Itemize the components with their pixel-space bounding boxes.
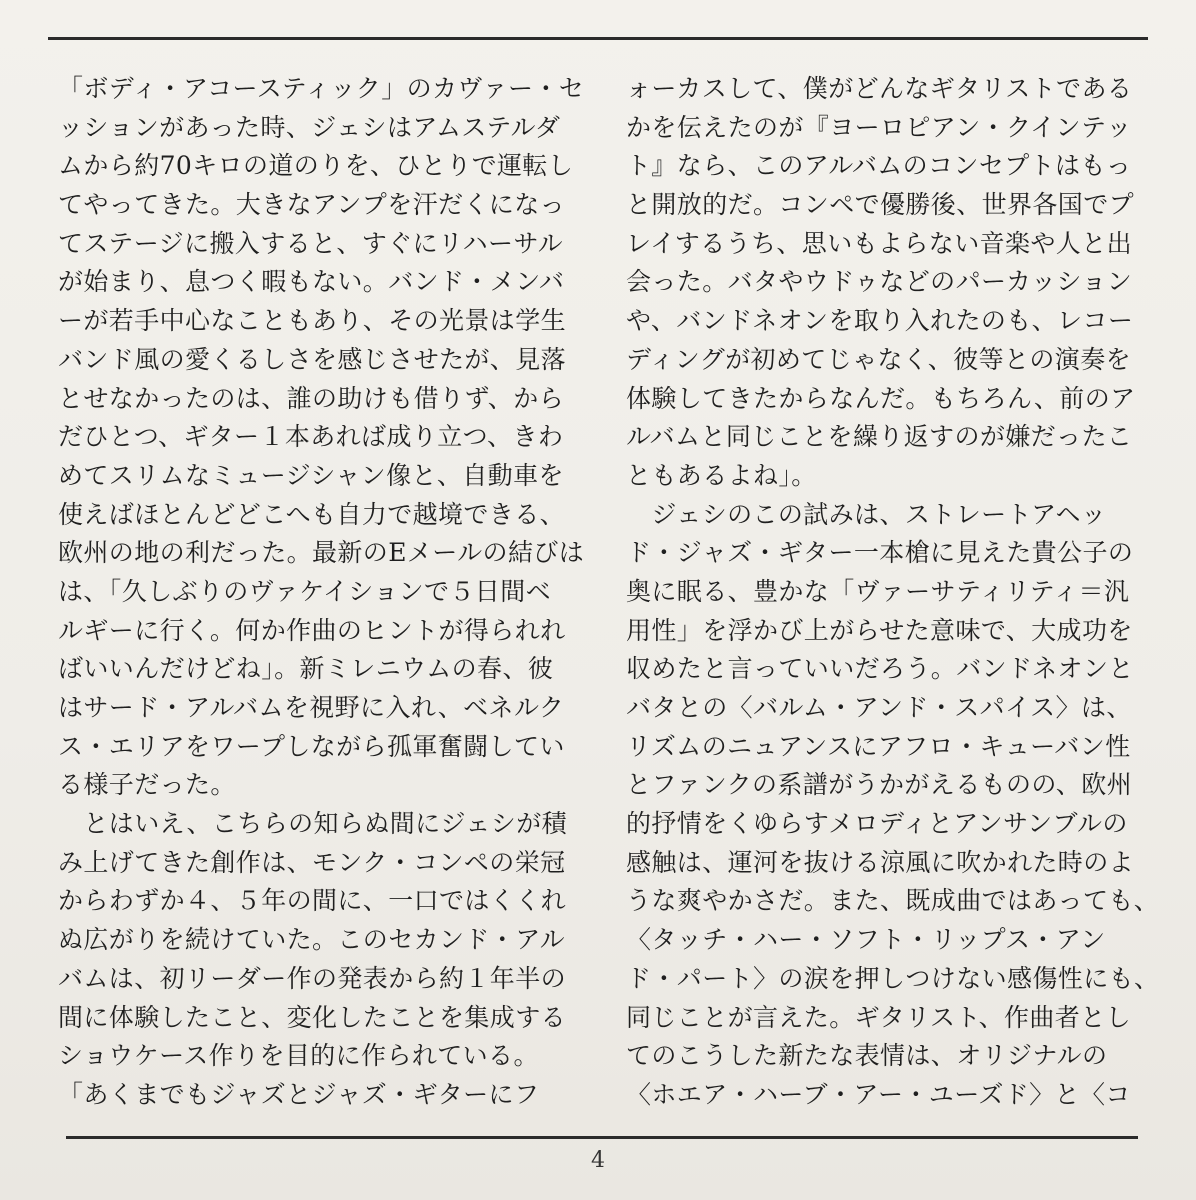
text-line: ともあるよね」。	[626, 460, 817, 490]
text-line: バタとの〈バルム・アンド・スパイス〉は、	[626, 693, 1132, 722]
text-line: ッションがあった時、ジェシはアムステルダ	[58, 112, 561, 142]
text-line: ムから約70キロの道のりを、ひとりで運転し	[58, 151, 574, 181]
text-line: は、「久しぶりのヴァケイションで５日間ベ	[58, 576, 552, 606]
text-line: ルギーに行く。何か作曲のヒントが得られれ	[58, 615, 566, 645]
text-line: 〈タッチ・ハー・ソフト・リップス・アン	[626, 925, 1106, 955]
text-line: 「ボディ・アコースティック」のカヴァー・セ	[58, 74, 585, 103]
text-line: ス・エリアをワープしながら孤軍奮闘してい	[58, 731, 565, 761]
text-line: 感触は、運河を抜ける涼風に吹かれた時のよ	[626, 847, 1135, 877]
text-line: とファンクの系譜がうかがえるものの、欧州	[626, 770, 1133, 800]
text-line: が始まり、息つく暇もない。バンド・メンバ	[58, 267, 565, 297]
text-line: ディングが初めてじゃなく、彼等との演奏を	[626, 344, 1132, 374]
text-line: めてスリムなミュージシャン像と、自動車を	[58, 460, 564, 490]
text-line: 体験してきたからなんだ。もちろん、前のア	[626, 383, 1136, 413]
text-line: ーが若手中心なこともあり、その光景は学生	[58, 306, 567, 336]
text-line: 用性」を浮かび上がらせた意味で、大成功を	[626, 615, 1133, 645]
right-text-column	[626, 70, 1160, 1115]
text-line: からわずか４、５年の間に、一口ではくくれ	[58, 886, 567, 916]
text-line: 間に体験したこと、変化したことを集成する	[58, 1002, 567, 1032]
text-line: はサード・アルバムを視野に入れ、ベネルク	[58, 693, 565, 722]
text-line: み上げてきた創作は、モンク・コンペの栄冠	[58, 847, 566, 877]
text-line: だひとつ、ギター１本あれば成り立つ、きわ	[58, 422, 564, 452]
text-line: ジェシのこの試みは、ストレートアヘッ	[626, 499, 1107, 529]
text-line: ルバムと同じことを繰り返すのが嫌だったこ	[626, 422, 1133, 452]
text-line: とはいえ、こちらの知らぬ間にジェシが積	[58, 809, 568, 839]
text-line: 会った。バタやウドゥなどのパーカッション	[626, 267, 1133, 297]
text-line: リズムのニュアンスにアフロ・キューバン性	[626, 731, 1131, 761]
text-line: 欧州の地の利だった。最新のEメールの結びは	[58, 538, 585, 568]
text-line: 使えばほとんどどこへも自力で越境できる、	[58, 499, 566, 529]
text-line: ド・ジャズ・ギター一本槍に見えた貴公子の	[626, 538, 1134, 568]
text-line: うな爽やかさだ。また、既成曲ではあっても、	[626, 886, 1160, 916]
bottom-rule	[66, 1136, 1138, 1139]
text-line: 的抒情をくゆらすメロディとアンサンブルの	[626, 809, 1128, 839]
text-line: てステージに搬入すると、すぐにリハーサル	[58, 228, 564, 258]
text-line: ショウケース作りを目的に作られている。	[58, 1041, 539, 1071]
text-line: てのこうした新たな表情は、オリジナルの	[626, 1041, 1108, 1071]
text-line: ばいいんだけどね」。新ミレニウムの春、彼	[58, 654, 554, 684]
text-line: バムは、初リーダー作の発表から約１年半の	[58, 963, 567, 993]
text-line: ォーカスして、僕がどんなギタリストである	[626, 74, 1133, 103]
page-number: 4	[591, 1148, 605, 1173]
text-line: ぬ広がりを続けていた。このセカンド・アル	[58, 925, 566, 955]
text-line: レイするうち、思いもよらない音楽や人と出	[626, 228, 1133, 258]
text-line: 同じことが言えた。ギタリスト、作曲者とし	[626, 1002, 1132, 1032]
text-line: 「あくまでもジャズとジャズ・ギターにフ	[58, 1079, 540, 1109]
top-rule	[48, 37, 1148, 40]
text-line: 奥に眠る、豊かな「ヴァーサティリティ＝汎	[626, 576, 1130, 606]
text-line: ド・パート〉の涙を押しつけない感傷性にも、	[626, 963, 1160, 993]
text-line: 収めたと言っていいだろう。バンドネオンと	[626, 654, 1134, 684]
text-line: とせなかったのは、誰の助けも借りず、から	[58, 383, 565, 413]
text-line: かを伝えたのが『ヨーロピアン・クインテッ	[626, 112, 1132, 142]
text-line: や、バンドネオンを取り入れたのも、レコー	[626, 306, 1134, 336]
text-line: バンド風の愛くるしさを感じさせたが、見落	[58, 344, 567, 374]
text-line: 〈ホエア・ハーブ・アー・ユーズド〉と〈コ	[626, 1079, 1131, 1109]
left-text-column	[58, 70, 585, 1115]
text-line: と開放的だ。コンペで優勝後、世界各国でプ	[626, 190, 1135, 220]
text-line: る様子だった。	[58, 770, 236, 800]
text-line: てやってきた。大きなアンプを汗だくになっ	[58, 190, 566, 220]
text-line: ト』なら、このアルバムのコンセプトはもっ	[626, 151, 1132, 181]
